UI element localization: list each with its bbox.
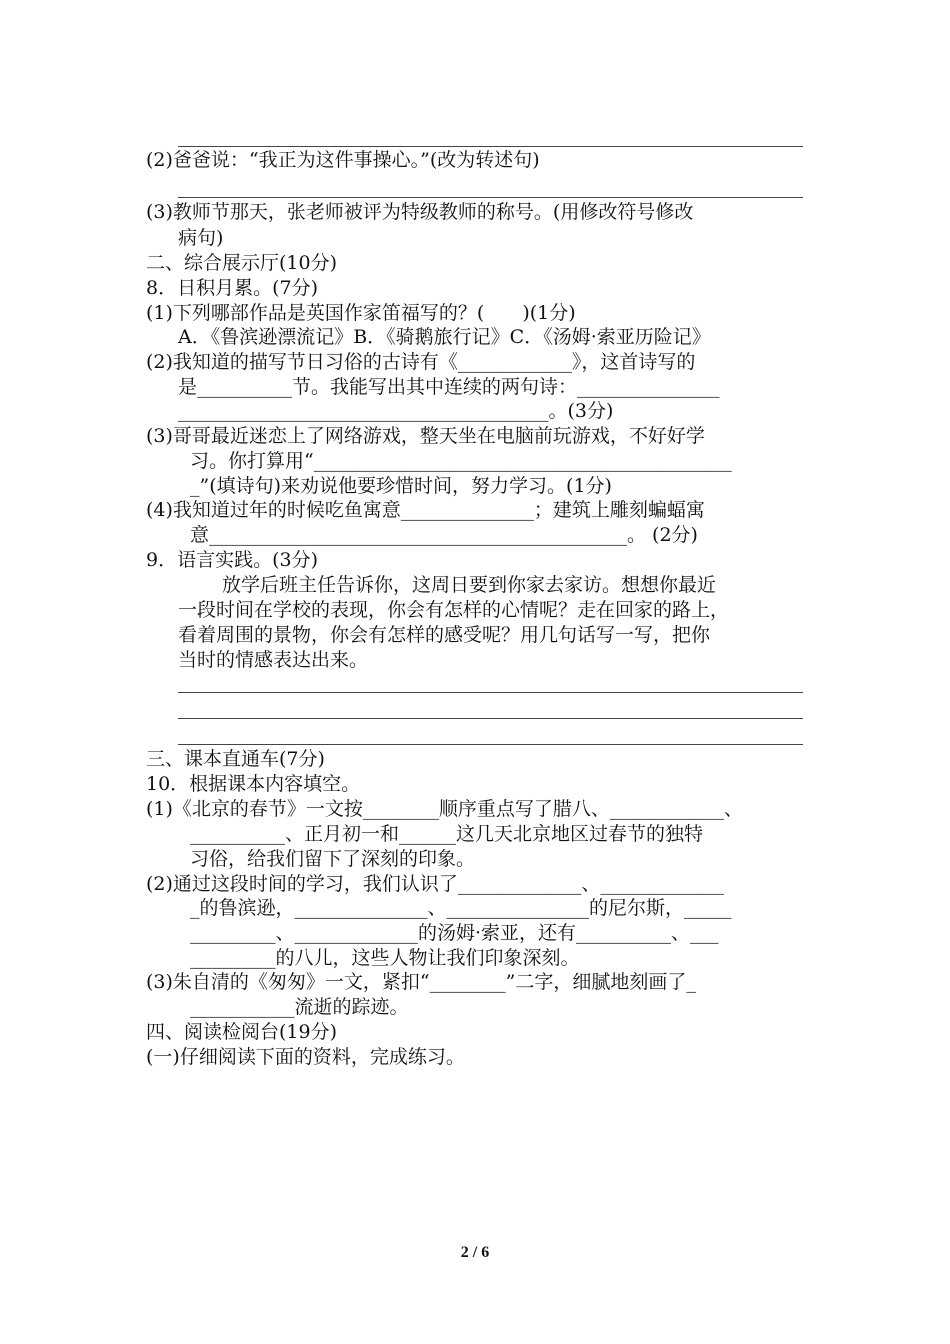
page-number: 2 / 6 [460,1244,490,1261]
q8-item4-line2: 意____________________________________________。 (2分) [190,524,698,546]
answer-line[interactable] [178,197,803,198]
section2-title: 二、综合展示厅(10分) [146,252,338,274]
section4-title: 四、阅读检阅台(19分) [146,1021,338,1043]
q10-item1-line3: 习俗，给我们留下了深刻的印象。 [190,848,476,870]
q9-para-line3: 看着周围的景物，你会有怎样的感受呢？用几句话写一写，把你 [178,624,711,646]
q10-item2-line2: _的鲁滨逊，______________、_______________的尼尔斯，_____ [190,897,732,919]
writing-line[interactable] [178,744,803,745]
q8-item2-line1: (2)我知道的描写节日习俗的古诗有《____________》，这首诗写的 [146,351,696,373]
q9-title: 9．语言实践。(3分) [146,549,319,571]
q8-item3-line3: _”(填诗句)来劝说他要珍惜时间，努力学习。(1分) [190,475,612,497]
writing-line[interactable] [178,692,803,693]
q10-item3-line1: (3)朱自清的《匆匆》一文，紧扣“________”二字，细腻地刻画了_ [146,971,696,993]
q10-item3-line2: ___________流逝的踪迹。 [190,996,409,1018]
q7-item3-line1: (3)教师节那天，张老师被评为特级教师的称号。(用修改符号修改 [146,201,694,223]
q9-para-line1: 放学后班主任告诉你，这周日要到你家去家访。想想你最近 [222,574,717,596]
section4-part1: (一)仔细阅读下面的资料，完成练习。 [146,1046,465,1068]
q7-item3-line2: 病句) [178,227,224,249]
q8-item3-line2: 习。你打算用“____________________________________________ [190,450,732,472]
q10-item2-line1: (2)通过这段时间的学习，我们认识了_____________、_____________ [146,873,724,895]
q7-item2: (2)爸爸说：“我正为这件事操心。”(改为转述句) [146,149,540,171]
q8-item1-options: A．《鲁滨逊漂流记》B．《骑鹅旅行记》C．《汤姆·索亚历险记》 [178,326,711,348]
q10-title: 10．根据课本内容填空。 [146,773,361,795]
q10-item1-line1: (1)《北京的春节》一文按________顺序重点写了腊八、____________、 [146,798,743,820]
q8-item1: (1)下列哪部作品是英国作家笛福写的？( )(1分) [146,302,576,324]
q8-item4-line1: (4)我知道过年的时候吃鱼寓意______________；建筑上雕刻蝙蝠寓 [146,499,705,521]
q10-item2-line4: _________的八儿，这些人物让我们印象深刻。 [190,947,580,969]
q8-item2-line2: 是__________节。我能写出其中连续的两句诗：_______________ [178,376,720,398]
q8-item2-line3: _______________________________________。(3分) [178,400,614,422]
q10-item1-line2: __________、正月初一和______这几天北京地区过春节的独特 [190,823,704,845]
answer-line[interactable] [178,146,803,147]
q8-title: 8．日积月累。(7分) [146,277,319,299]
q8-item3-line1: (3)哥哥最近迷恋上了网络游戏，整天坐在电脑前玩游戏，不好好学 [146,425,705,447]
q10-item2-line3: _________、_____________的汤姆·索亚，还有__________、___ [190,922,719,944]
q9-para-line2: 一段时间在学校的表现，你会有怎样的心情呢？走在回家的路上， [178,599,730,621]
writing-line[interactable] [178,718,803,719]
section3-title: 三、课本直通车(7分) [146,748,325,770]
q9-para-line4: 当时的情感表达出来。 [178,649,369,671]
